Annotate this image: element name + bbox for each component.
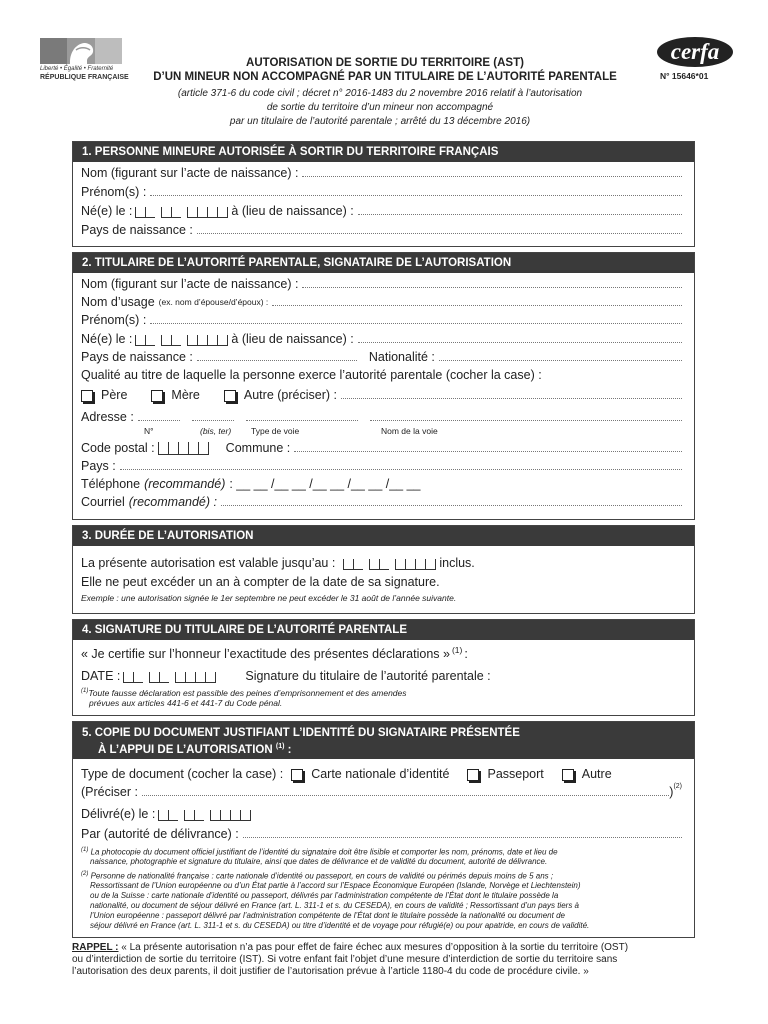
validite-label: La présente autorisation est valable jusqu’au :	[81, 556, 336, 570]
signature-label: Signature du titulaire de l’autorité parentale :	[245, 669, 491, 683]
minor-prenoms-row	[81, 183, 682, 199]
validite-date-field[interactable]	[343, 558, 436, 570]
parent-nom-usage-row	[81, 293, 682, 309]
marianne-logo	[40, 38, 122, 64]
telephone-label: Téléphone	[81, 477, 141, 491]
adresse-bis-caption: (bis, ter)	[200, 426, 232, 436]
pere-label: Père	[101, 388, 128, 402]
minor-nom-row	[81, 164, 682, 180]
pere-checkbox[interactable]	[81, 390, 93, 402]
note-line: La photocopie du document officiel justifiant de l’identité du signataire doit être lisible et comporter les nom, prénoms, date et lieu de	[90, 847, 558, 857]
minor-pays-field[interactable]	[197, 232, 682, 234]
parent-nom-label: Nom (figurant sur l’acte de naissance) :	[81, 277, 299, 291]
section-5-heading	[73, 722, 694, 759]
parent-nom-usage-hint: (ex. nom d’épouse/d’époux) :	[158, 297, 269, 307]
rappel-line: ou d’interdiction de sortie du territoire (IST). Si votre enfant fait l’objet d’une mesure d’interdiction de sortie du territoire sans	[72, 954, 618, 965]
note-nationalite	[81, 869, 684, 932]
rappel-label: RAPPEL :	[72, 942, 119, 953]
delivrance-date-field[interactable]	[158, 809, 251, 821]
commune-label: Commune :	[225, 441, 291, 455]
exceder-text: Elle ne peut excéder un an à compter de la date de sa signature.	[81, 575, 440, 589]
section-document-identite	[72, 721, 695, 938]
parent-nom-usage-field[interactable]	[272, 304, 682, 306]
note-line: ou de la Suisse : carte nationale d’identité ou passeport, délivrés par l’administration compétente de l’État dont le titulaire possède la	[90, 891, 559, 901]
autorite-label: Par (autorité de délivrance) :	[81, 826, 239, 841]
delivre-label: Délivré(e) le :	[81, 806, 156, 821]
rappel-note	[72, 942, 697, 978]
cni-checkbox[interactable]	[291, 769, 303, 781]
mere-label: Mère	[171, 388, 200, 402]
cerfa-logo: cerfa	[657, 37, 733, 67]
courriel-field[interactable]	[221, 504, 682, 506]
logo-republique-francaise: RÉPUBLIQUE FRANÇAISE	[40, 74, 129, 81]
parent-courriel-row	[81, 493, 682, 509]
subtitle-line: par un titulaire de l’autorité parentale ; arrêté du 13 décembre 2016)	[229, 116, 531, 127]
note-line: séjour délivré en France (art. L. 311-1 et s. du CESEDA) ou titre d’identité et de voyage pour réfugié(e) ou pour apatride, en cours de validité.	[90, 921, 590, 931]
parent-qualite-label: Qualité au titre de laquelle la personne exerce l’autorité parentale (cocher la case) :	[81, 368, 542, 382]
passeport-checkbox[interactable]	[467, 769, 479, 781]
parent-qualite-options	[81, 386, 682, 402]
mere-checkbox[interactable]	[151, 390, 163, 402]
section-5-heading-ref: (1)	[275, 743, 285, 750]
parent-qualite-row	[81, 366, 682, 382]
certifie-text: « Je certifie sur l’honneur l’exactitude des présentes déclarations »	[81, 647, 450, 661]
parent-pays-row	[81, 348, 682, 364]
logo-motto: Liberté • Égalité • Fraternité	[40, 66, 114, 72]
parent-naissance-row	[81, 330, 682, 346]
preciser-field[interactable]	[142, 794, 669, 796]
note-photocopie	[81, 845, 684, 868]
minor-prenoms-label: Prénom(s) :	[81, 185, 147, 199]
adresse-numero-caption: N°	[144, 426, 154, 436]
type-document-row	[81, 765, 682, 781]
autorite-row	[81, 825, 682, 841]
note-line: l’Union européenne : passeport délivré par l’administration compétente de l’État dont le titulaire possède la nationalité ou document de	[90, 911, 565, 921]
telephone-field[interactable]: : __ __ /__ __ /__ __ /__ __ /__ __	[229, 477, 421, 491]
cni-label: Carte nationale d’identité	[311, 766, 450, 781]
courriel-note: (recommandé) :	[128, 495, 217, 509]
signature-area[interactable]	[493, 686, 673, 714]
autre-field[interactable]	[341, 397, 682, 399]
minor-pays-label: Pays de naissance :	[81, 223, 193, 237]
parent-ne-le-label: Né(e) le :	[81, 332, 133, 346]
parent-prenoms-field[interactable]	[150, 322, 682, 324]
code-postal-field[interactable]	[158, 443, 209, 455]
parent-nom-field[interactable]	[302, 286, 682, 288]
parent-pays-label: Pays de naissance :	[81, 350, 193, 364]
section-4-heading: 4. SIGNATURE DU TITULAIRE DE L’AUTORITÉ PARENTALE	[73, 620, 694, 640]
delivre-row	[81, 805, 682, 821]
section-5-heading-line1: 5. COPIE DU DOCUMENT JUSTIFIANT L’IDENTITÉ DU SIGNATAIRE PRÉSENTÉE	[82, 727, 520, 739]
autre-document-checkbox[interactable]	[562, 769, 574, 781]
parent-adresse-row	[81, 408, 682, 424]
autre-checkbox[interactable]	[224, 390, 236, 402]
marianne-icon	[40, 38, 122, 64]
telephone-note: (recommandé)	[144, 477, 226, 491]
note-ref: (1)	[81, 688, 89, 694]
parent-code-postal-row	[81, 439, 682, 455]
parent-birthdate-field[interactable]	[135, 334, 228, 346]
subtitle-line: (article 371-6 du code civil ; décret n° 2016-1483 du 2 novembre 2016 relatif à l’autorisation	[177, 88, 583, 99]
note-line: Personne de nationalité française : carte nationale d’identité ou passeport, en cours de validité ou périmés depuis moins de 5 ans ;	[90, 871, 554, 881]
date-label: DATE :	[81, 669, 121, 683]
section-2-heading: 2. TITULAIRE DE L’AUTORITÉ PARENTALE, SIGNATAIRE DE L’AUTORISATION	[73, 253, 694, 273]
note-line: Toute fausse déclaration est passible des peines d’emprisonnement et des amendes	[88, 687, 407, 698]
minor-naissance-row	[81, 202, 682, 218]
note-line: Ressortissant de l’Union européenne ou d’un État partie à l’accord sur l’Espace Économique Européen (Islande, Norvège et Liechtenstein)	[90, 881, 581, 891]
note2-ref: (2)	[81, 870, 89, 877]
parent-nationalite-label: Nationalité :	[368, 350, 435, 364]
minor-lieu-label: à (lieu de naissance) :	[231, 204, 354, 218]
section-5-heading-line2: À L’APPUI DE L’AUTORISATION	[98, 743, 273, 756]
adresse-bis-field[interactable]	[192, 419, 234, 421]
minor-nom-label: Nom (figurant sur l’acte de naissance) :	[81, 166, 299, 180]
inclus-label: inclus.	[439, 556, 475, 570]
minor-lieu-field[interactable]	[358, 213, 682, 215]
pays-adresse-field[interactable]	[120, 468, 682, 470]
parent-nationalite-field[interactable]	[439, 359, 682, 361]
preciser-ref: (2)	[673, 782, 682, 790]
signature-date-field[interactable]	[123, 671, 216, 683]
courriel-label: Courriel	[81, 495, 125, 509]
section-5-heading-line2-row: À L’APPUI DE L’AUTORISATION $^{(1)}$ :	[98, 743, 292, 756]
preciser-close: )	[669, 784, 674, 799]
exemple-text: Exemple : une autorisation signée le 1er septembre ne peut excéder le 31 août de l’année suivante.	[81, 593, 457, 603]
parent-lieu-field[interactable]	[358, 341, 682, 343]
note1-ref: (1)	[81, 846, 89, 853]
parent-nom-usage-label: Nom d’usage	[81, 295, 155, 309]
note-line: naissance, photographie et signature du titulaire, ainsi que dates de délivrance et de validité du document, autorité de délivrance.	[90, 857, 548, 867]
parent-adresse-label: Adresse :	[81, 410, 134, 424]
autorite-field[interactable]	[243, 836, 682, 838]
rappel-line: l’autorisation des deux parents, il doit justifier de l’autorisation prévue à l’article 1180-4 du code de procédure civile. »	[72, 966, 589, 977]
subtitle-line: de sortie du territoire d’un mineur non accompagné	[266, 102, 494, 113]
section-parent	[72, 252, 695, 520]
rappel-line: « La présente autorisation n’a pas pour effet de faire échec aux mesures d’opposition à la sortie du territoire (OST)	[121, 942, 629, 953]
section-duree	[72, 525, 695, 614]
adresse-nom-voie-field[interactable]	[370, 419, 682, 421]
section-minor	[72, 141, 695, 247]
note-line: prévues aux articles 441-6 et 441-7 du Code pénal.	[89, 698, 283, 709]
preciser-row	[81, 783, 682, 799]
parent-prenoms-row	[81, 311, 682, 327]
note-line: nationalité, ou document de séjour délivré en France (art. L. 311-1 et s. du CESEDA), en cours de validité ; Ressortissant d’un pays tiers à	[90, 901, 579, 911]
parent-telephone-row	[81, 475, 682, 491]
parent-pays-adresse-row	[81, 457, 682, 473]
code-postal-label: Code postal :	[81, 441, 155, 455]
minor-prenoms-field[interactable]	[150, 194, 682, 196]
parent-lieu-label: à (lieu de naissance) :	[231, 332, 354, 346]
parent-prenoms-label: Prénom(s) :	[81, 313, 147, 327]
section-3-heading: 3. DURÉE DE L’AUTORISATION	[73, 526, 694, 546]
type-document-label: Type de document (cocher la case) :	[81, 766, 284, 781]
date-signature-row	[81, 667, 682, 683]
preciser-label: (Préciser :	[81, 784, 138, 799]
section-1-heading: 1. PERSONNE MINEURE AUTORISÉE À SORTIR DU TERRITOIRE FRANÇAIS	[73, 142, 694, 162]
certifie-row: « Je certifie sur l’honneur l’exactitude des présentes déclarations » $^{(1)}$ :	[81, 645, 468, 661]
minor-pays-row	[81, 221, 682, 237]
adresse-numero-field[interactable]	[138, 419, 180, 421]
form-subtitle	[110, 87, 650, 129]
cerfa-number: N° 15646*01	[660, 71, 709, 81]
section-signature	[72, 619, 695, 716]
autre-label: Autre (préciser) :	[243, 388, 337, 402]
pays-adresse-label: Pays :	[81, 459, 116, 473]
adresse-type-voie-caption: Type de voie	[251, 426, 300, 436]
autre-document-label: Autre	[581, 766, 612, 781]
parent-nom-row	[81, 275, 682, 291]
minor-ne-le-label: Né(e) le :	[81, 204, 133, 218]
minor-nom-field[interactable]	[302, 175, 682, 177]
parent-pays-field[interactable]	[197, 359, 357, 361]
adresse-nom-voie-caption: Nom de la voie	[381, 426, 438, 436]
certifie-ref: (1)	[451, 645, 463, 655]
form-title-line1: AUTORISATION DE SORTIE DU TERRITOIRE (AST)	[246, 57, 524, 69]
minor-birthdate-field[interactable]	[135, 206, 228, 218]
form-title-line2: D’UN MINEUR NON ACCOMPAGNÉ PAR UN TITULAIRE DE L’AUTORITÉ PARENTALE	[153, 71, 617, 83]
validite-row	[81, 554, 682, 570]
exceder-row	[81, 573, 682, 589]
adresse-type-voie-field[interactable]	[246, 419, 358, 421]
passeport-label: Passeport	[487, 766, 544, 781]
commune-field[interactable]	[294, 450, 682, 452]
